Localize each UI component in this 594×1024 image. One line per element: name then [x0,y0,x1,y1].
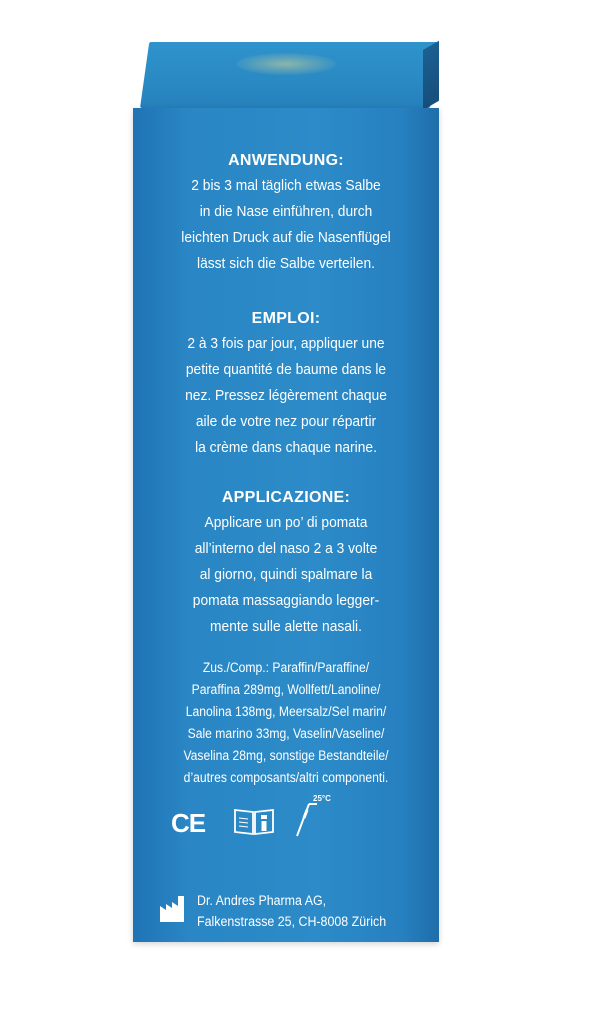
temperature-label: 25°C [313,794,331,803]
manufacturer-icon [158,894,188,924]
text-line: nez. Pressez légèrement chaque [185,387,387,404]
composition-line: d’autres composants/altri componenti. [183,770,389,785]
ce-mark-icon: CE [171,808,206,838]
section-emploi [133,306,439,461]
box-top-flap [140,42,439,108]
address-line: Falkenstrasse 25, CH-8008 Zürich [197,914,387,929]
section-applicazione [133,485,439,640]
heading-emploi: EMPLOI: [251,310,321,327]
composition-line: Paraffina 289mg, Wollfett/Lanoline/ [191,682,381,697]
composition-line: Zus./Comp.: Paraffin/Paraffine/ [202,660,370,675]
text-line: 2 à 3 fois par jour, appliquer une [187,335,385,352]
text-line: petite quantité de baume dans le [185,361,387,378]
temperature-limit-icon [293,796,337,838]
text-line: all’interno del naso 2 a 3 volte [194,540,378,557]
composition-line: Sale marino 33mg, Vaselin/Vaseline/ [187,726,385,741]
text-line: in die Nase einführen, durch [199,203,373,220]
text-line: Applicare un po’ di pomata [204,514,368,531]
consult-instructions-icon [233,806,275,836]
package-text-panel [133,108,439,942]
text-line: al giorno, quindi spalmare la [199,566,373,583]
text-line: mente sulle alette nasali. [210,618,362,635]
composition-line: Lanolina 138mg, Meersalz/Sel marin/ [185,704,387,719]
text-line: lässt sich die Salbe verteilen. [197,255,375,272]
box-side-face [423,41,439,110]
regulatory-symbols [133,796,439,846]
manufacturer-address [197,890,403,932]
text-line: la crème dans chaque narine. [195,439,377,456]
text-line: 2 bis 3 mal täglich etwas Salbe [191,177,381,194]
address-line: Dr. Andres Pharma AG, [197,893,327,908]
composition-line: Vaselina 28mg, sonstige Bestandteile/ [183,748,389,763]
logo-glow [236,53,336,75]
heading-anwendung: ANWENDUNG: [228,152,344,169]
section-composition [133,657,439,789]
heading-applicazione: APPLICAZIONE: [221,489,351,506]
text-line: leichten Druck auf die Nasenflügel [181,229,391,246]
text-line: pomata massaggiando legger- [192,592,380,609]
section-anwendung [133,148,439,277]
text-line: aile de votre nez pour répartir [195,413,377,430]
